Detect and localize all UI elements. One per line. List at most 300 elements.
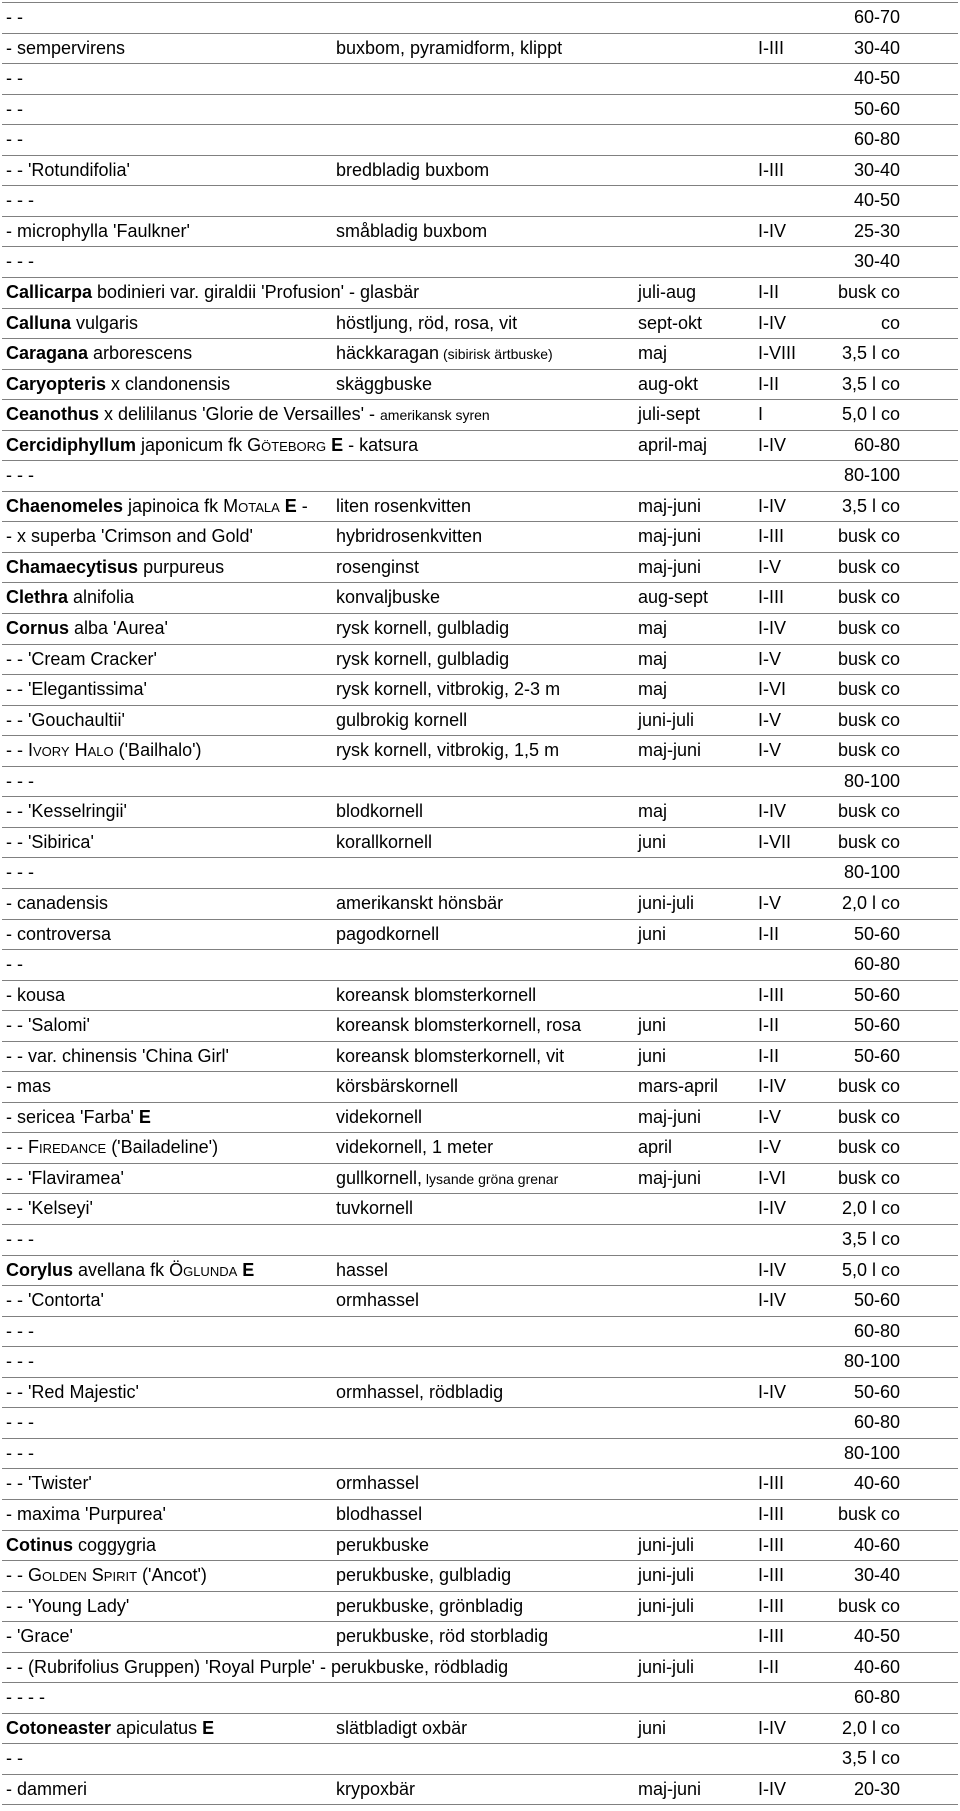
table-row: [0, 857, 960, 887]
hardiness-zone: I-II: [758, 373, 779, 394]
hardiness-zone: I-VI: [758, 1167, 787, 1188]
swedish-name-text: slätbladigt oxbär: [336, 1717, 468, 1738]
species-text: - dammeri: [6, 1778, 88, 1799]
species-text: arborescens: [88, 343, 193, 364]
plant-name: [6, 403, 490, 426]
table-row: [0, 1163, 960, 1193]
hardiness-zone: I-III: [758, 1626, 784, 1647]
plant-name: [6, 1167, 124, 1189]
swedish-name: [336, 709, 467, 731]
genus-name: Corylus: [6, 1259, 74, 1280]
swedish-name-text: konvaljbuske: [336, 587, 441, 608]
hardiness-zone: I-V: [758, 648, 782, 669]
size-grade: 80-100: [843, 1442, 900, 1463]
table-row: [0, 1193, 960, 1223]
table-row: [0, 1743, 960, 1773]
swedish-name: [336, 739, 559, 761]
table-row: [0, 919, 960, 949]
species-text: - -: [6, 1748, 23, 1769]
size-grade: 25-30: [853, 220, 900, 241]
species-text: - - -: [6, 862, 34, 883]
hardiness-zone: I-III: [758, 159, 784, 180]
size-grade: co: [880, 312, 900, 333]
plant-name: [6, 556, 224, 578]
plant-name: [6, 98, 23, 120]
table-row: [0, 521, 960, 551]
table-row: [0, 827, 960, 857]
flowering-time: juni-juli: [638, 1595, 695, 1616]
size-grade: busk co: [837, 618, 900, 638]
size-grade: busk co: [837, 648, 900, 669]
table-row: [0, 552, 960, 582]
plant-name: [6, 1289, 104, 1311]
species-text: - - 'Flaviramea': [6, 1167, 124, 1188]
plant-name: [6, 342, 192, 364]
size-grade: 60-80: [853, 1687, 900, 1708]
table-row: [0, 1224, 960, 1254]
swedish-name: [336, 525, 482, 547]
table-row: [0, 369, 960, 399]
plant-name: [6, 1534, 156, 1556]
swedish-name-text: rosenginst: [336, 556, 420, 577]
table-row: [0, 155, 960, 185]
swedish-name: [336, 617, 509, 639]
table-row: [0, 1530, 960, 1560]
table-row: [0, 338, 960, 368]
size-grade: busk co: [837, 1137, 900, 1158]
size-grade: 60-70: [853, 7, 900, 27]
flowering-time: maj: [638, 343, 668, 364]
table-row: [0, 1621, 960, 1651]
species-text: - -: [6, 7, 23, 27]
swedish-name-text: koreansk blomsterkornell: [336, 984, 537, 1005]
swedish-name: [336, 1625, 548, 1647]
table-row: [0, 94, 960, 124]
size-grade: 3,5 l co: [841, 343, 900, 364]
size-grade: 30-40: [853, 159, 900, 180]
hardiness-zone: I-V: [758, 1137, 782, 1158]
name-tail: ('Ancot'): [137, 1565, 207, 1586]
table-row: [0, 491, 960, 521]
hardiness-zone: I-II: [758, 1656, 779, 1677]
name-tail: ('Bailadeline'): [106, 1137, 219, 1158]
plant-name: [6, 464, 34, 486]
hardiness-zone: I-III: [758, 1565, 784, 1586]
plant-name: [6, 1259, 254, 1281]
size-grade: 3,5 l co: [841, 1229, 900, 1249]
species-text: - - -: [6, 1351, 34, 1372]
swedish-name-text: rysk kornell, vitbrokig, 2-3 m: [336, 679, 561, 700]
species-text: - - -: [6, 465, 34, 486]
species-text: - - 'Sibirica': [6, 831, 94, 852]
swedish-name-text: höstljung, röd, rosa, vit: [336, 312, 518, 333]
swedish-name: [336, 312, 517, 334]
genus-name: Callicarpa: [6, 281, 93, 302]
table-row: [0, 1774, 960, 1804]
plant-name: [6, 770, 34, 792]
cultivar-smallcaps: Firedance: [28, 1137, 107, 1158]
plant-name: [6, 525, 253, 547]
hardiness-zone: I-III: [758, 526, 784, 547]
hardiness-zone: I-V: [758, 740, 782, 761]
flowering-time: april: [638, 1137, 673, 1158]
swedish-name-text: rysk kornell, gulbladig: [336, 618, 510, 638]
swedish-name: [336, 1717, 467, 1739]
swedish-name-text: rysk kornell, gulbladig: [336, 648, 510, 669]
species-text: - - -: [6, 1229, 34, 1249]
plant-name: [6, 1442, 34, 1464]
swedish-name: [336, 1778, 415, 1800]
plant-name: [6, 617, 168, 639]
plant-name: [6, 1778, 87, 1800]
genus-name: Cercidiphyllum: [6, 434, 137, 455]
size-grade: 80-100: [843, 1351, 900, 1372]
species-text: - sericea 'Farba': [6, 1106, 134, 1127]
hardiness-zone: I-IV: [758, 1381, 787, 1402]
flowering-time: maj-juni: [638, 526, 702, 547]
table-row: [0, 308, 960, 338]
flowering-time: maj-juni: [638, 495, 702, 516]
hardiness-zone: I-III: [758, 1473, 784, 1494]
table-rule: [2, 1804, 958, 1805]
swedish-name: [336, 220, 487, 242]
species-text: apiculatus: [111, 1717, 198, 1738]
size-grade: 40-50: [853, 68, 900, 89]
plant-name: [6, 1472, 92, 1494]
species-text: - - 'Contorta': [6, 1290, 104, 1311]
size-grade: 50-60: [853, 1015, 900, 1036]
table-row: [0, 1071, 960, 1101]
size-grade: 60-80: [853, 1320, 900, 1341]
table-row: [0, 430, 960, 460]
swedish-name: [336, 1381, 503, 1403]
swedish-name: [336, 1075, 458, 1097]
species-text: - - - -: [6, 1687, 45, 1708]
size-grade: busk co: [837, 1503, 900, 1524]
species-text: avellana fk: [73, 1259, 170, 1280]
plant-name: [6, 586, 134, 608]
genus-name: Chaenomeles: [6, 495, 124, 516]
species-text: - - 'Twister': [6, 1473, 92, 1494]
swedish-name-text: perukbuske, gulbladig: [336, 1565, 512, 1586]
table-row: [0, 1285, 960, 1315]
size-grade: 50-60: [853, 1045, 900, 1066]
swedish-name-note: (sibirisk ärtbuske): [439, 346, 553, 363]
species-text: coggygria: [73, 1534, 157, 1555]
species-text: vulgaris: [71, 312, 139, 333]
swedish-name: [336, 1167, 558, 1190]
table-row: [0, 1041, 960, 1071]
flowering-time: maj-juni: [638, 1167, 702, 1188]
plant-name: [6, 1686, 45, 1708]
swedish-name: [336, 923, 439, 945]
plant-name: [6, 312, 138, 334]
hardiness-zone: I-IV: [758, 801, 787, 822]
swedish-name-text: rysk kornell, vitbrokig, 1,5 m: [336, 740, 560, 761]
flowering-time: mars-april: [638, 1076, 719, 1097]
hardiness-zone: I-III: [758, 37, 784, 58]
swedish-name-text: perukbuske: [336, 1534, 430, 1555]
swedish-name-text: videkornell, 1 meter: [336, 1137, 494, 1158]
table-row: [0, 33, 960, 63]
table-row: [0, 1316, 960, 1346]
table-row: [0, 735, 960, 765]
flowering-time: maj: [638, 679, 668, 700]
plant-name: [6, 189, 34, 211]
hardiness-zone: I-IV: [758, 1198, 787, 1219]
flowering-time: juni: [638, 1045, 667, 1066]
genus-name: Cotoneaster: [6, 1717, 112, 1738]
species-text: - - -: [6, 1442, 34, 1463]
swedish-name: [336, 1014, 581, 1036]
flowering-time: april-maj: [638, 434, 708, 455]
plant-name: [6, 434, 418, 456]
table-row: [0, 1652, 960, 1682]
swedish-name: [336, 556, 419, 578]
swedish-name-text: ormhassel: [336, 1290, 420, 1311]
plant-name: [6, 831, 94, 853]
hardiness-zone: I-IV: [758, 434, 787, 455]
swedish-name-text: blodhassel: [336, 1503, 423, 1524]
hardiness-zone: I-IV: [758, 1259, 787, 1280]
size-grade: 3,5 l co: [841, 1748, 900, 1769]
hardiness-zone: I-VIII: [758, 343, 797, 364]
size-grade: 60-80: [853, 129, 900, 150]
genus-name: Clethra: [6, 587, 69, 608]
table-row: [0, 1132, 960, 1162]
flowering-time: juni: [638, 831, 667, 852]
plant-name: [6, 923, 111, 945]
size-grade: 60-80: [853, 1412, 900, 1433]
species-text: - - -: [6, 190, 34, 211]
species-text: - - var. chinensis 'China Girl': [6, 1045, 229, 1066]
size-grade: busk co: [837, 1076, 900, 1097]
species-text: japinoica fk: [123, 495, 224, 516]
plant-name: [6, 1656, 508, 1678]
swedish-name-text: koreansk blomsterkornell, rosa: [336, 1015, 582, 1036]
table-row: [0, 1682, 960, 1712]
plant-name: [6, 800, 127, 822]
species-text: alba 'Aurea': [69, 618, 168, 638]
cultivar-smallcaps: Motala: [223, 495, 280, 516]
swedish-name-text: hassel: [336, 1259, 389, 1280]
plant-name: [6, 739, 202, 761]
genus-name: Ceanothus: [6, 404, 100, 425]
species-text: - - -: [6, 1412, 34, 1433]
size-grade: busk co: [837, 526, 900, 547]
genus-name: Cornus: [6, 618, 69, 638]
table-row: [0, 705, 960, 735]
flowering-time: juni-juli: [638, 709, 695, 730]
plant-name: [6, 709, 125, 731]
species-text: - sempervirens: [6, 37, 126, 58]
cultivar-smallcaps: Golden Spirit: [28, 1565, 138, 1586]
size-grade: 2,0 l co: [841, 1717, 900, 1738]
table-row: [0, 796, 960, 826]
plant-name: [6, 953, 23, 975]
size-grade: 40-50: [853, 190, 900, 211]
species-text: - - 'Kesselringii': [6, 801, 127, 822]
flowering-time: juni: [638, 1015, 667, 1036]
swedish-name: [336, 159, 489, 181]
size-grade: 5,0 l co: [841, 404, 900, 425]
flowering-time: juni-juli: [638, 1565, 695, 1586]
hardiness-zone: I-VII: [758, 831, 792, 852]
species-text: - - 'Gouchaultii': [6, 709, 125, 730]
species-text: alnifolia: [68, 587, 135, 608]
plant-name: [6, 37, 125, 59]
hardiness-zone: I-V: [758, 556, 782, 577]
swedish-name: [336, 586, 440, 608]
hardiness-zone: I-III: [758, 1503, 784, 1524]
swedish-name-note: lysande gröna grenar: [422, 1170, 559, 1187]
size-grade: 30-40: [853, 251, 900, 272]
size-grade: 50-60: [853, 923, 900, 944]
species-text: x delililanus 'Glorie de Versailles' -: [99, 404, 381, 425]
plant-name: [6, 1014, 90, 1036]
hardiness-zone: I-III: [758, 1595, 784, 1616]
name-tail: -: [296, 495, 308, 516]
size-grade: 50-60: [853, 1381, 900, 1402]
plant-name: [6, 1136, 218, 1158]
species-text: - -: [6, 129, 23, 150]
name-tail: ('Bailhalo'): [113, 740, 202, 761]
hardiness-zone: I-V: [758, 709, 782, 730]
cultivar-smallcaps: Göteborg: [247, 434, 327, 455]
swedish-name: [336, 831, 432, 853]
swedish-name-text: pagodkornell: [336, 923, 440, 944]
swedish-name-text: krypoxbär: [336, 1778, 416, 1799]
swedish-name-text: häckkaragan: [336, 343, 440, 364]
hardiness-zone: I-IV: [758, 1717, 787, 1738]
plant-name: [6, 373, 230, 395]
flowering-time: maj: [638, 648, 668, 669]
genus-name: Chamaecytisus: [6, 556, 139, 577]
flowering-time: sept-okt: [638, 312, 703, 333]
size-grade: busk co: [837, 1167, 900, 1188]
species-text: - maxima 'Purpurea': [6, 1503, 166, 1524]
swedish-name: [336, 342, 553, 365]
swedish-name: [336, 1136, 493, 1158]
swedish-name-text: hybridrosenkvitten: [336, 526, 483, 547]
species-text: - - (Rubrifolius Gruppen) 'Royal Purple' - perukbuske, rödbladig: [6, 1656, 509, 1677]
e-plant-mark: E: [237, 1259, 255, 1280]
size-grade: 40-60: [853, 1656, 900, 1677]
hardiness-zone: I-IV: [758, 1076, 787, 1097]
plant-name: [6, 678, 147, 700]
size-grade: 40-50: [853, 1626, 900, 1647]
swedish-name-text: liten rosenkvitten: [336, 495, 472, 516]
plant-name: [6, 128, 23, 150]
swedish-name: [336, 1534, 429, 1556]
hardiness-zone: I-IV: [758, 618, 787, 638]
plant-name: [6, 281, 419, 303]
table-row: [0, 277, 960, 307]
table-row: [0, 1377, 960, 1407]
species-text: - microphylla 'Faulkner': [6, 220, 190, 241]
plant-name: [6, 67, 23, 89]
genus-name: Cotinus: [6, 1534, 73, 1555]
swedish-name: [336, 37, 562, 59]
plant-name: [6, 159, 130, 181]
species-text: - canadensis: [6, 892, 109, 913]
size-grade: busk co: [837, 679, 900, 700]
swedish-name: [336, 678, 560, 700]
plant-name: [6, 495, 308, 517]
species-text: - 'Grace': [6, 1626, 73, 1647]
species-text: x clandonensis: [106, 373, 231, 394]
hardiness-zone: I-II: [758, 923, 779, 944]
swedish-name: [336, 1564, 511, 1586]
swedish-name-text: ormhassel, rödbladig: [336, 1381, 504, 1402]
species-text: - - 'Elegantissima': [6, 679, 147, 700]
table-row: [0, 216, 960, 246]
table-row: [0, 766, 960, 796]
size-grade: 50-60: [853, 98, 900, 119]
species-text: - -: [6, 98, 23, 119]
size-grade: 60-80: [853, 954, 900, 975]
size-grade: 30-40: [853, 37, 900, 58]
flowering-time: juni: [638, 923, 667, 944]
plant-name: [6, 1625, 73, 1647]
plant-name: [6, 1320, 34, 1342]
table-row: [0, 185, 960, 215]
table-row: [0, 1560, 960, 1590]
plant-name: [6, 1228, 34, 1250]
species-text: - mas: [6, 1076, 51, 1097]
size-grade: busk co: [837, 801, 900, 822]
hardiness-zone: I-V: [758, 1106, 782, 1127]
swedish-name: [336, 1106, 422, 1128]
plant-name: [6, 648, 157, 670]
swedish-name-text: småbladig buxbom: [336, 220, 488, 241]
flowering-time: maj: [638, 618, 668, 638]
flowering-time: juni: [638, 1717, 667, 1738]
e-plant-mark: E: [326, 434, 344, 455]
hardiness-zone: I-VI: [758, 679, 787, 700]
hardiness-zone: I-IV: [758, 220, 787, 241]
plant-name: [6, 892, 108, 914]
flowering-time: maj: [638, 801, 668, 822]
e-plant-mark: E: [279, 495, 297, 516]
flowering-time: maj-juni: [638, 556, 702, 577]
species-text: bodinieri var. giraldii 'Profusion' - glasbär: [92, 281, 420, 302]
swedish-name: [336, 1045, 564, 1067]
species-text: - -: [6, 1565, 28, 1586]
table-row: [0, 246, 960, 276]
size-grade: busk co: [837, 1595, 900, 1616]
table-row: [0, 1255, 960, 1285]
swedish-name-text: buxbom, pyramidform, klippt: [336, 37, 563, 58]
plant-name: [6, 1595, 129, 1617]
flowering-time: juli-sept: [638, 404, 701, 425]
size-grade: 30-40: [853, 1565, 900, 1586]
size-grade: 40-60: [853, 1534, 900, 1555]
size-grade: 50-60: [853, 984, 900, 1005]
table-row: [0, 1438, 960, 1468]
size-grade: 60-80: [853, 434, 900, 455]
table-row: [0, 63, 960, 93]
swedish-name: [336, 984, 536, 1006]
swedish-name: [336, 1197, 413, 1219]
flowering-time: juli-aug: [638, 281, 697, 302]
swedish-name-text: skäggbuske: [336, 373, 433, 394]
species-text: - kousa: [6, 984, 66, 1005]
size-grade: 2,0 l co: [841, 892, 900, 913]
species-text: - - -: [6, 1320, 34, 1341]
table-row: [0, 124, 960, 154]
e-plant-mark: E: [133, 1106, 151, 1127]
